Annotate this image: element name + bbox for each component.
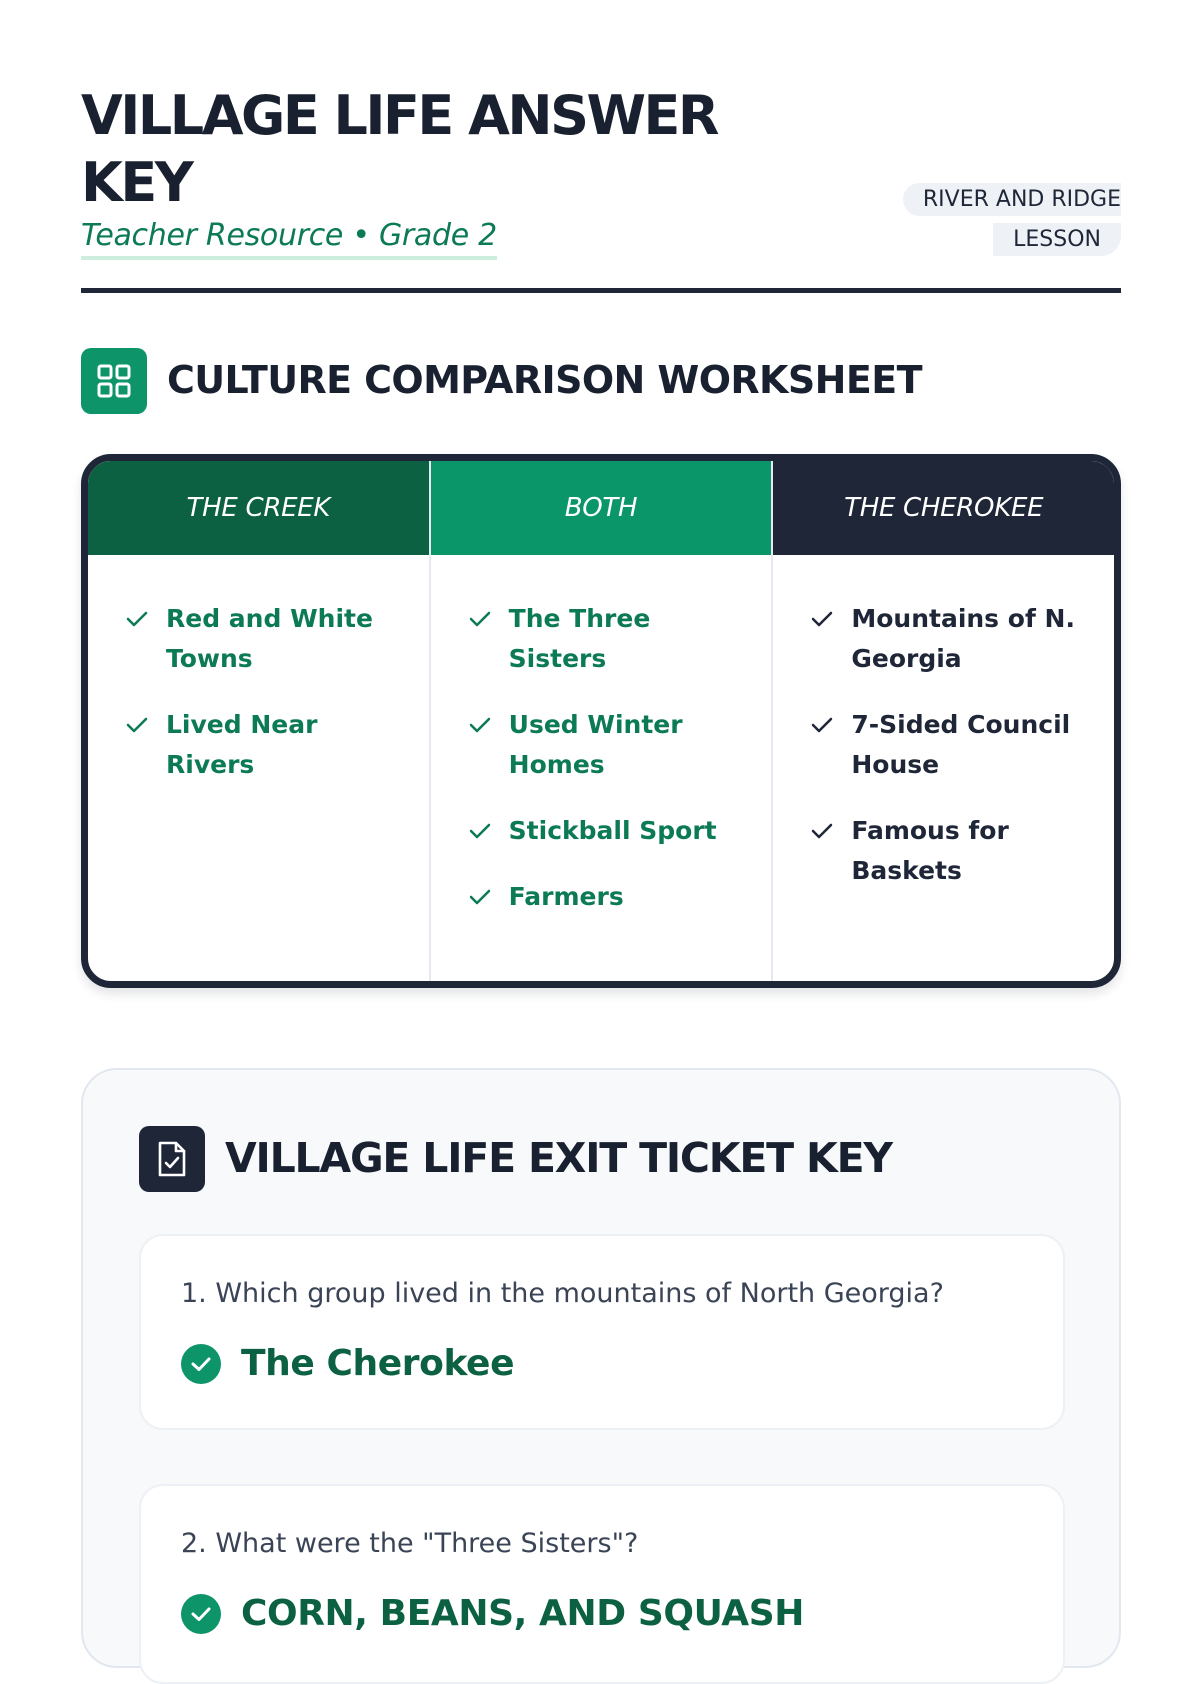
list-item — [469, 811, 742, 851]
check-icon — [126, 599, 152, 639]
check-icon — [469, 599, 495, 639]
list-item — [811, 705, 1084, 785]
question-text: 2. What were the "Three Sisters"? — [181, 1528, 639, 1559]
list-item-text: Stickball Sport — [508, 816, 717, 845]
exit-ticket-title: VILLAGE LIFE EXIT TICKET KEY — [225, 1134, 892, 1182]
answer — [181, 1590, 804, 1638]
column-creek — [88, 461, 429, 981]
check-icon — [811, 705, 837, 745]
header-divider — [81, 288, 1121, 293]
check-circle-icon — [181, 1594, 221, 1634]
creek-list — [88, 555, 429, 811]
column-header-cherokee: THE CHEROKEE — [773, 461, 1114, 555]
list-item — [811, 811, 1084, 891]
check-icon — [811, 811, 837, 851]
check-circle-icon — [181, 1344, 221, 1384]
page-subtitle: Teacher Resource • Grade 2 — [81, 216, 497, 260]
list-item-text: The Three Sisters — [508, 604, 651, 673]
list-item — [126, 705, 399, 785]
column-cherokee — [771, 461, 1114, 981]
list-item — [126, 599, 399, 679]
check-icon — [469, 811, 495, 851]
lesson-badge-line2: LESSON — [993, 223, 1121, 256]
column-header-creek: THE CREEK — [88, 461, 429, 555]
check-icon — [811, 599, 837, 639]
cherokee-list — [773, 555, 1114, 917]
list-item — [469, 705, 742, 785]
column-header-both: BOTH — [431, 461, 772, 555]
lesson-badge-line1: RIVER AND RIDGE — [903, 183, 1121, 216]
exit-ticket-card — [81, 1068, 1121, 1668]
list-item — [469, 599, 742, 679]
list-item-text: Red and White Towns — [166, 604, 373, 673]
check-icon — [126, 705, 152, 745]
question-text: 1. Which group lived in the mountains of North Georgia? — [181, 1278, 944, 1309]
list-item-text: 7-Sided Council House — [851, 710, 1071, 779]
list-item — [811, 599, 1084, 679]
list-item — [469, 877, 742, 917]
check-icon — [469, 705, 495, 745]
grid-icon — [81, 348, 147, 414]
column-both — [429, 461, 772, 981]
document-check-icon — [139, 1126, 205, 1192]
check-icon — [469, 877, 495, 917]
answer — [181, 1340, 514, 1388]
both-list — [431, 555, 772, 943]
answer-text: The Cherokee — [241, 1343, 515, 1384]
list-item-text: Mountains of N. Georgia — [851, 604, 1075, 673]
question-card — [139, 1234, 1065, 1430]
worksheet-title: CULTURE COMPARISON WORKSHEET — [167, 358, 922, 402]
question-card — [139, 1484, 1065, 1684]
list-item-text: Used Winter Homes — [508, 710, 683, 779]
lesson-badge — [893, 180, 1121, 260]
comparison-table — [81, 454, 1121, 988]
page-title: VILLAGE LIFE ANSWER KEY — [81, 84, 717, 214]
list-item-text: Farmers — [508, 882, 624, 911]
list-item-text: Famous for Baskets — [851, 816, 1009, 885]
list-item-text: Lived Near Rivers — [166, 710, 318, 779]
answer-text: CORN, BEANS, AND SQUASH — [241, 1593, 805, 1634]
